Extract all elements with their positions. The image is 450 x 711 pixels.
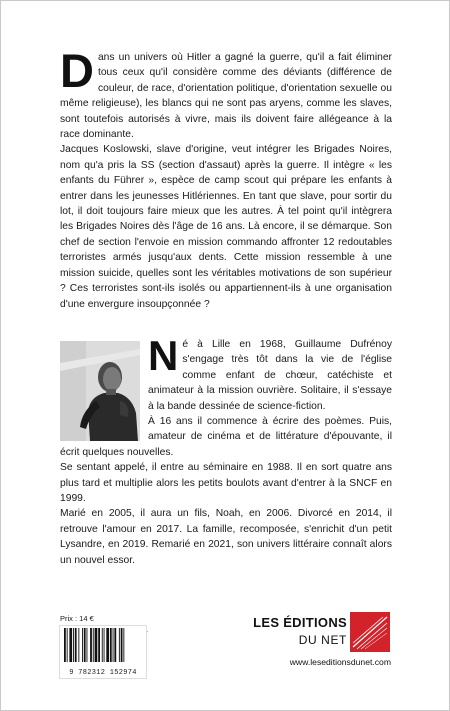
bio-paragraph-2: À 16 ans il commence à écrire des poèmes. Puis, amateur de cinéma et de littérature d'épouvante, il écrit quelques nouvelles. — [60, 416, 392, 458]
publisher-logo — [221, 611, 391, 653]
publisher-website: www.leseditionsdunet.com — [289, 657, 391, 667]
author-bio — [60, 332, 392, 568]
bio-paragraph-4: Marié en 2005, il aura un fils, Noah, en 2006. Divorcé en 2014, il retrouve l'amour en 2017. La famille, recomposée, s'enrichit d'un petit Lysandre, en 2019. Remarié en 2021, son univers littéraire connaît alors un nouvel essor. — [60, 508, 392, 566]
price-label: Prix : 14 € — [60, 614, 94, 623]
drop-cap-bio: N — [148, 332, 179, 379]
drop-cap: D — [60, 44, 94, 97]
author-photo — [60, 341, 140, 441]
publisher-name-line1: LES ÉDITIONS — [253, 615, 347, 630]
barcode — [59, 625, 147, 679]
synopsis — [60, 44, 392, 312]
barcode-bars — [60, 626, 146, 666]
publisher-emblem-icon — [349, 611, 391, 653]
bio-text-1: é à Lille en 1968, Guillaume Dufrénoy s'engage très tôt dans la vie de l'église comme enfant de chœur, catéchiste et animateur à la mission ouvrière. Solitaire, il s'essaye à la bande dessinée de science-fiction. — [148, 339, 392, 412]
synopsis-paragraph-2: Jacques Koslowski, slave d'origine, veut intégrer les Brigades Noires, nom qu'a pris la SS (section d'assaut) après la guerre. Il intègre « les enfants du Führer », espèce de camp scout qui prépare les enfants à entrer dans les jeunesses Hitlériennes. En tant que slave, pour sortir du lot, il doit toujours faire mieux que les autres. À tel point qu'il intègrera les Brigades Noires dès l'âge de 16 ans. Là encore, il se démarque. Son chef de section l'envoie en mission commando affronter 12 redoutables terroristes armés jusqu'aux dents. Cette mission ressemble à une mission suicide, quelles sont les véritables motivations de son supérieur ? Ces terroristes sont-ils isolés ou appartiennent-ils à une organisation d'une envergure insoupçonnée ? — [60, 144, 392, 310]
author-portrait-image — [60, 341, 140, 441]
barcode-digits: 9 782312 152974 — [69, 669, 137, 677]
bio-paragraph-3: Se sentant appelé, il entre au séminaire en 1988. Il en sort quatre ans plus tard et multiplie alors les petits boulots avant d'entrer à la SNCF en 1999. — [60, 462, 392, 505]
publisher-name-line2: DU NET — [298, 633, 347, 647]
synopsis-paragraph-1 — [60, 44, 392, 142]
synopsis-text-1: ans un univers où Hitler a gagné la guerre, qu'il a fait éliminer tous ceux qu'il considère comme des déviants (différence de couleur, de race, d'orientation politique, d'orientation sexuelle ou même religieuse), les blancs qui ne sont pas aryens, comme les slaves, sont toutefois autorisés à vivre, mais ils doivent faire allégeance à la race dominante. — [60, 52, 392, 141]
